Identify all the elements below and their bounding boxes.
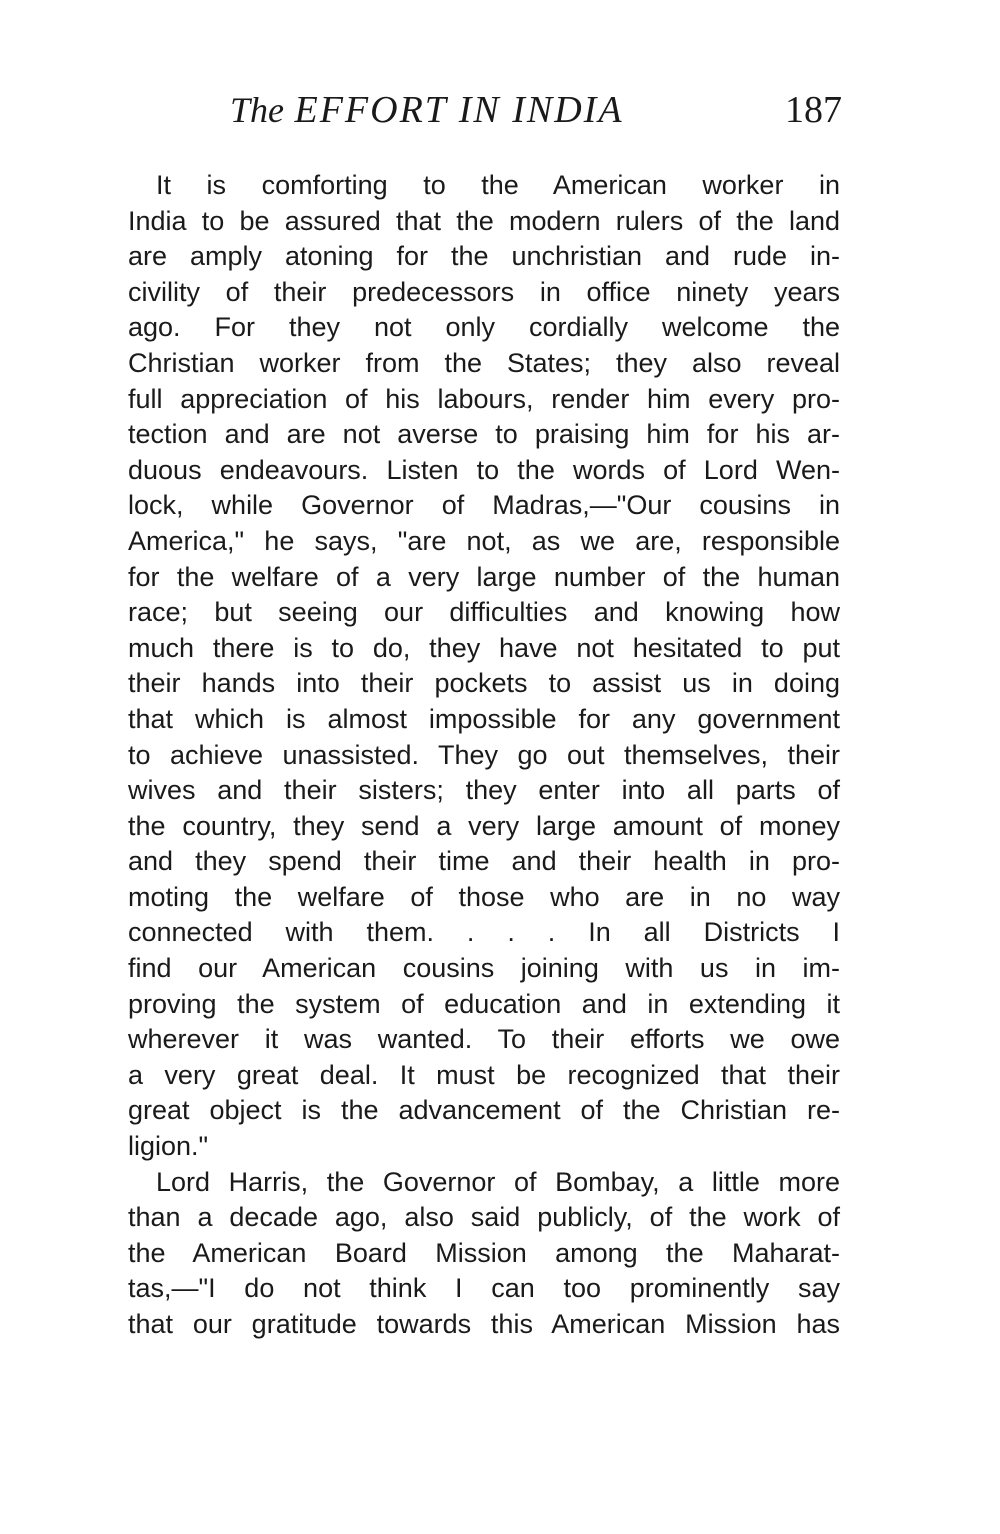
text-line: a very great deal. It must be recognized that their [128,1059,840,1090]
text-line: duous endeavours. Listen to the words of Lord Wen- [128,454,840,485]
text-line: wherever it was wanted. To their efforts we owe [128,1024,840,1055]
text-line: tection and are not averse to praising him for his ar- [128,419,840,450]
text-line: find our American cousins joining with us in im- [128,953,840,984]
text-line: lock, while Governor of Madras,—"Our cousins in [128,490,840,521]
running-head [230,88,842,138]
text-line: connected with them. . . . In all Districts I [128,917,840,948]
running-head-title [230,88,624,132]
text-line: Christian worker from the States; they also reveal [128,347,840,378]
text-line: the American Board Mission among the Maharat- [128,1237,840,1268]
text-line: are amply atoning for the unchristian and rude in- [128,241,840,272]
paragraph-1 [128,168,840,1165]
text-line: for the welfare of a very large number of the human [128,561,840,592]
text-line: moting the welfare of those who are in no way [128,881,840,912]
text-line: to achieve unassisted. They go out themselves, their [128,739,840,770]
text-line: that our gratitude towards this American Mission has [128,1309,840,1339]
text-line: proving the system of education and in extending it [128,988,840,1019]
text-line: It is comforting to the American worker in [156,170,840,200]
text-line: wives and their sisters; they enter into all parts of [128,775,840,806]
text-line: America," he says, "are not, as we are, responsible [128,525,840,556]
paragraph-2 [128,1165,840,1343]
text-line: than a decade ago, also said publicly, of the work of [128,1202,840,1233]
page-number: 187 [785,89,842,131]
running-head-title-rest: EFFORT IN INDIA [294,89,624,131]
text-line: Lord Harris, the Governor of Bombay, a little more [156,1166,840,1197]
text-line: great object is the advancement of the Christian re- [128,1095,840,1126]
text-line: tas,—"I do not think I can too prominently say [128,1273,840,1304]
body-text [128,168,840,1343]
text-line: India to be assured that the modern rulers of the land [128,205,840,236]
text-line: and they spend their time and their health in pro- [128,846,840,877]
text-line: their hands into their pockets to assist us in doing [128,668,840,699]
text-line: ago. For they not only cordially welcome the [128,312,840,343]
text-line: full appreciation of his labours, render him every pro- [128,383,840,414]
text-line: civility of their predecessors in office ninety years [128,276,840,307]
text-line: much there is to do, they have not hesitated to put [128,632,840,663]
text-line: race; but seeing our difficulties and knowing how [128,597,840,628]
running-head-title-prefix: The [230,90,284,130]
text-line: the country, they send a very large amount of money [128,810,840,841]
text-line: that which is almost impossible for any government [128,703,840,734]
text-line: ligion." [128,1131,209,1162]
